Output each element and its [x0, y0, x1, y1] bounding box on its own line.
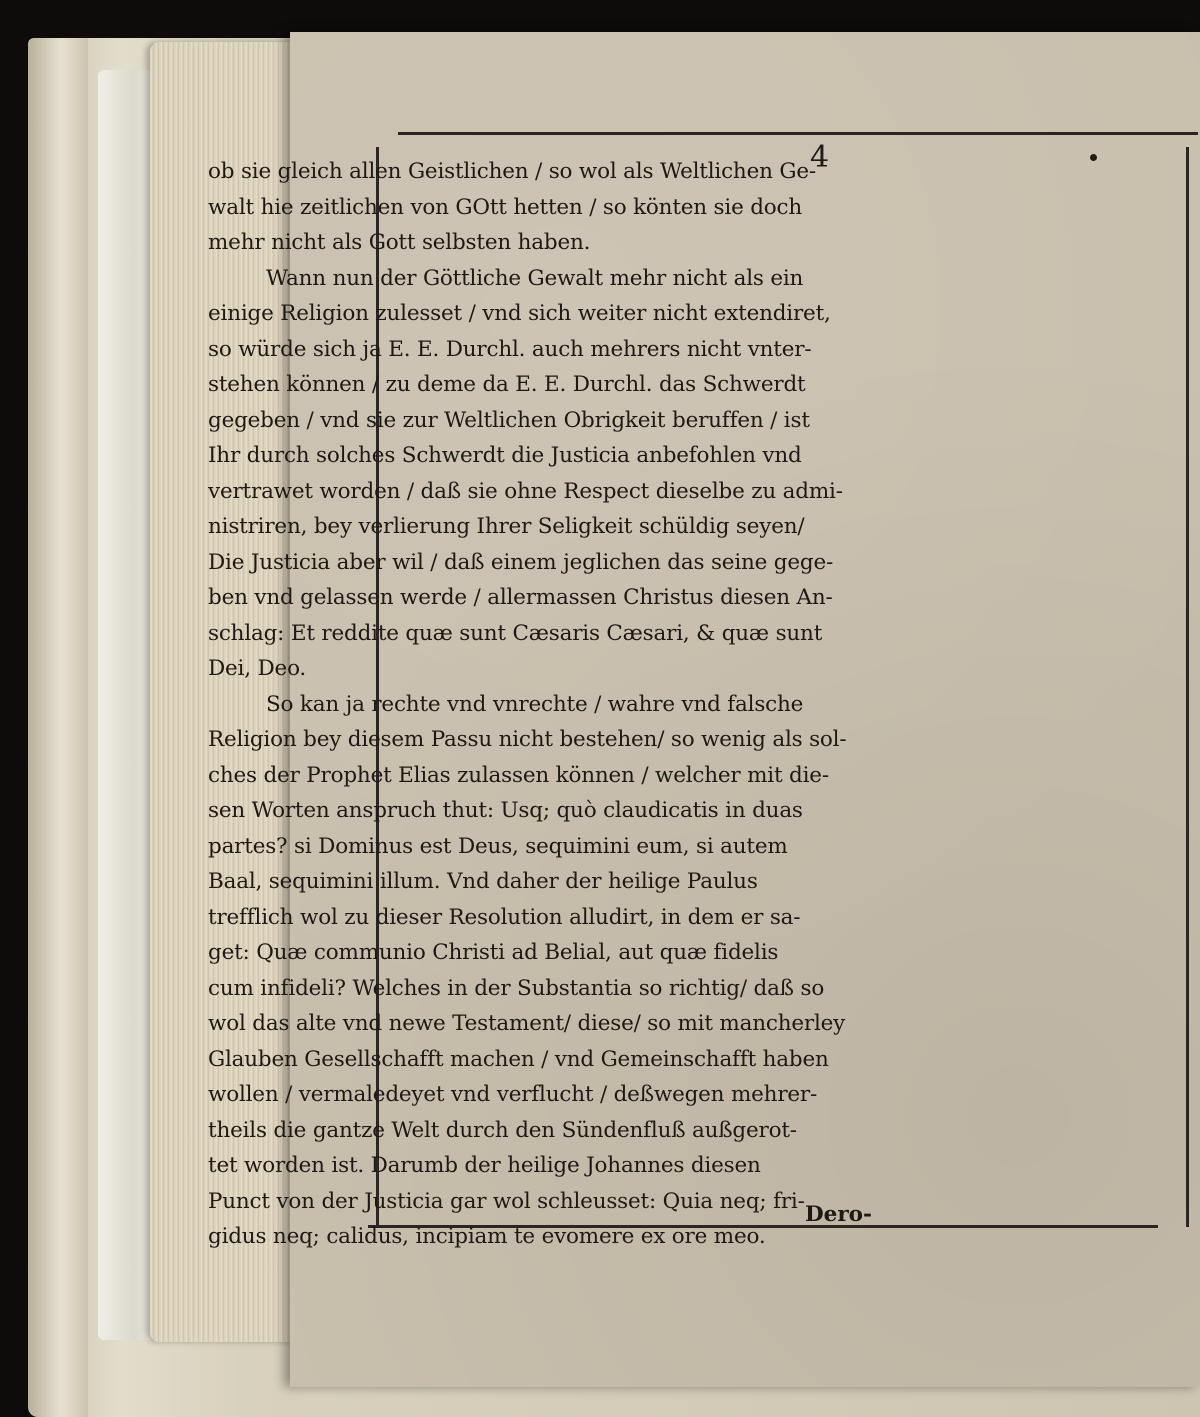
text-line: get: Quæ communio Christi ad Belial, aut quæ fidelis — [208, 940, 779, 965]
text-line: Glauben Gesellschafft machen / vnd Gemeinschafft haben — [208, 1046, 829, 1072]
text-line: Ihr durch solches Schwerdt die Justicia anbefohlen vnd — [208, 443, 802, 468]
text-line: schlag: Et reddite quæ sunt Cæsaris Cæsari, & quæ sunt — [208, 620, 823, 646]
text-line: ches der Prophet Elias zulassen können / welcher mit die- — [208, 762, 829, 788]
text-line: tet worden ist. Darumb der heilige Johannes diesen — [208, 1153, 761, 1178]
text-line: sen Worten anspruch thut: Usq; quò claudicatis in duas — [208, 798, 803, 823]
cover-fold — [28, 38, 88, 1417]
top-rule — [398, 132, 1198, 135]
text-line: Wann nun der Göttliche Gewalt mehr nicht als ein — [266, 265, 804, 291]
ornament-dot — [1090, 154, 1097, 161]
text-line: einige Religion zulesset / vnd sich weiter nicht extendiret, — [208, 301, 831, 326]
right-border-rule — [1186, 147, 1189, 1227]
text-line: mehr nicht als Gott selbsten haben. — [208, 230, 591, 255]
text-line: ob sie gleich allen Geistlichen / so wol als Weltlichen Ge- — [208, 159, 816, 184]
text-line: So kan ja rechte vnd vnrechte / wahre vnd falsche — [266, 691, 804, 717]
flyleaf — [98, 70, 158, 1340]
text-line: theils die gantze Welt durch den Sündenfluß außgerot- — [208, 1117, 797, 1143]
text-line: Punct von der Justicia gar wol schleusset: Quia neq; fri- — [208, 1188, 805, 1214]
text-line: Religion bey diesem Passu nicht bestehen/ so wenig als sol- — [208, 727, 847, 752]
page-number: 4 — [810, 140, 830, 175]
catchword: Dero- — [805, 1202, 872, 1227]
text-line: Baal, sequimini illum. Vnd daher der heilige Paulus — [208, 869, 758, 894]
body-text — [208, 154, 886, 1255]
text-line: gegeben / vnd sie zur Weltlichen Obrigkeit beruffen / ist — [208, 407, 810, 433]
text-line: gidus neq; calidus, incipiam te evomere ex ore meo. — [208, 1224, 766, 1249]
text-line: nistriren, bey verlierung Ihrer Seligkeit schüldig seyen/ — [208, 514, 805, 539]
text-line: so würde sich ja E. E. Durchl. auch mehrers nicht vnter- — [208, 336, 812, 362]
text-line: ben vnd gelassen werde / allermassen Christus diesen An- — [208, 585, 833, 610]
text-line: trefflich wol zu dieser Resolution alludirt, in dem er sa- — [208, 904, 801, 930]
text-line: walt hie zeitlichen von GOtt hetten / so könten sie doch — [208, 194, 803, 220]
text-line: wol das alte vnd newe Testament/ diese/ so mit mancherley — [208, 1011, 846, 1036]
text-line: wollen / vermaledeyet vnd verflucht / deßwegen mehrer- — [208, 1082, 818, 1107]
text-line: cum infideli? Welches in der Substantia so richtig/ daß so — [208, 975, 825, 1001]
text-line: Die Justicia aber wil / daß einem jeglichen das seine gege- — [208, 549, 834, 575]
text-line: stehen können / zu deme da E. E. Durchl. das Schwerdt — [208, 372, 806, 397]
text-line: partes? si Dominus est Deus, sequimini eum, si autem — [208, 833, 788, 859]
text-line: Dei, Deo. — [208, 656, 307, 681]
text-line: vertrawet worden / daß sie ohne Respect dieselbe zu admi- — [208, 478, 843, 504]
